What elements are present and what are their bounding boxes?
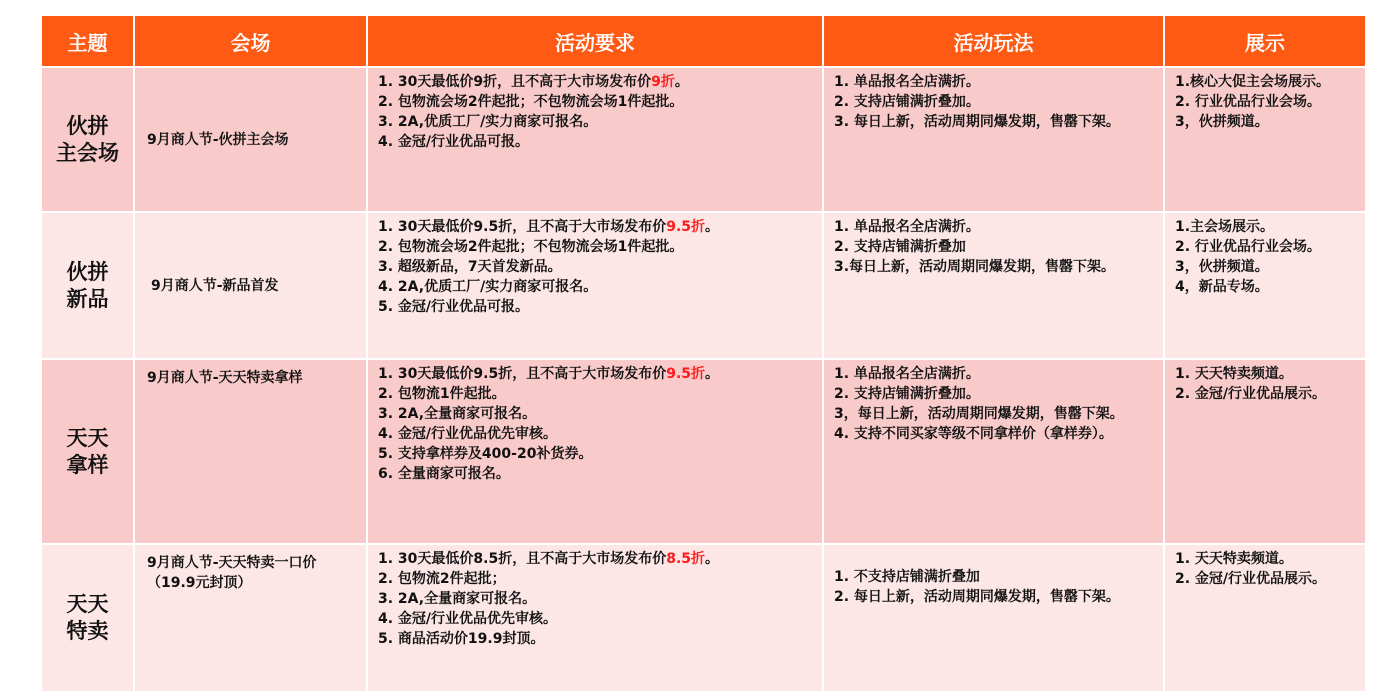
gameplay-item: 2. 支持店铺满折叠加 (834, 239, 966, 255)
topic-line: 拿样 (66, 452, 109, 477)
venue-cell: 9月商人节-天天特卖一口价（19.9元封顶） (134, 544, 367, 692)
display-item: 1.主会场展示。 (1175, 219, 1275, 235)
requirement-item: 1. 30天最低价9.5折，且不高于大市场发布价9.5折。 (378, 219, 720, 235)
requirement-item: 5. 金冠/行业优品可报。 (378, 299, 530, 315)
requirements-cell (367, 212, 823, 359)
requirements-cell (367, 67, 823, 212)
requirement-item: 3. 超级新品，7天首发新品。 (378, 259, 562, 275)
gameplay-item: 1. 单品报名全店满折。 (834, 74, 980, 90)
table-row (41, 544, 1366, 692)
requirement-item: 3. 2A,全量商家可报名。 (378, 406, 537, 422)
display-item: 2. 金冠/行业优品展示。 (1175, 571, 1327, 587)
header-venue: 会场 (134, 15, 367, 67)
requirement-item: 1. 30天最低价9.5折，且不高于大市场发布价9.5折。 (378, 366, 720, 382)
activity-table (40, 14, 1367, 693)
topic-line: 伙拼 (66, 113, 109, 138)
gameplay-item: 2. 每日上新，活动周期同爆发期，售罄下架。 (834, 589, 1120, 605)
display-cell (1164, 67, 1366, 212)
display-item: 1. 天天特卖频道。 (1175, 551, 1293, 567)
topic-cell (41, 359, 134, 544)
display-item: 2. 金冠/行业优品展示。 (1175, 386, 1327, 402)
display-item: 1. 天天特卖频道。 (1175, 366, 1293, 382)
requirement-item: 3. 2A,全量商家可报名。 (378, 591, 537, 607)
display-item: 4，新品专场。 (1175, 279, 1269, 295)
display-cell (1164, 212, 1366, 359)
gameplay-cell (823, 67, 1164, 212)
requirements-cell (367, 359, 823, 544)
topic-cell (41, 212, 134, 359)
topic-cell (41, 544, 134, 692)
table-row (41, 212, 1366, 359)
gameplay-item: 3. 每日上新，活动周期同爆发期，售罄下架。 (834, 114, 1120, 130)
display-item: 3，伙拼频道。 (1175, 114, 1269, 130)
header-row (41, 15, 1366, 67)
gameplay-item: 3.每日上新，活动周期同爆发期，售罄下架。 (834, 259, 1116, 275)
requirement-item: 4. 金冠/行业优品优先审核。 (378, 426, 558, 442)
gameplay-item: 1. 单品报名全店满折。 (834, 219, 980, 235)
requirement-item: 4. 金冠/行业优品优先审核。 (378, 611, 558, 627)
gameplay-item: 4. 支持不同买家等级不同拿样价（拿样券）。 (834, 426, 1113, 442)
gameplay-item: 2. 支持店铺满折叠加。 (834, 386, 980, 402)
display-item: 3，伙拼频道。 (1175, 259, 1269, 275)
display-item: 1.核心大促主会场展示。 (1175, 74, 1331, 90)
highlight-discount: 9.5折 (666, 219, 706, 235)
topic-line: 特卖 (66, 619, 109, 643)
requirement-item: 4. 2A,优质工厂/实力商家可报名。 (378, 279, 598, 295)
gameplay-item: 1. 单品报名全店满折。 (834, 366, 980, 382)
venue-cell: 9月商人节-伙拼主会场 (134, 67, 367, 212)
header-display: 展示 (1164, 15, 1366, 67)
requirement-item: 5. 支持拿样券及400-20补货券。 (378, 446, 593, 462)
requirement-item: 5. 商品活动价19.9封顶。 (378, 631, 545, 647)
display-cell (1164, 544, 1366, 692)
topic-line: 新品 (66, 286, 109, 311)
requirement-item: 2. 包物流1件起批。 (378, 386, 506, 402)
topic-line: 主会场 (56, 140, 119, 165)
requirement-item: 6. 全量商家可报名。 (378, 466, 510, 482)
gameplay-item: 3，每日上新，活动周期同爆发期，售罄下架。 (834, 406, 1124, 422)
requirement-item: 2. 包物流会场2件起批；不包物流会场1件起批。 (378, 239, 684, 255)
gameplay-cell (823, 544, 1164, 692)
topic-cell (41, 67, 134, 212)
venue-cell: 9月商人节-天天特卖拿样 (134, 359, 367, 544)
activity-table-container (40, 14, 1365, 693)
topic-line: 伙拼 (66, 259, 109, 284)
gameplay-cell (823, 359, 1164, 544)
gameplay-item: 2. 支持店铺满折叠加。 (834, 94, 980, 110)
topic-line: 天天 (66, 425, 109, 450)
table-row (41, 359, 1366, 544)
highlight-discount: 9折 (651, 74, 675, 90)
requirement-item: 3. 2A,优质工厂/实力商家可报名。 (378, 114, 598, 130)
table-row (41, 67, 1366, 212)
header-gameplay: 活动玩法 (823, 15, 1164, 67)
gameplay-item: 1. 不支持店铺满折叠加 (834, 569, 980, 585)
requirement-item: 2. 包物流2件起批； (378, 571, 506, 587)
display-item: 2. 行业优品行业会场。 (1175, 94, 1321, 110)
header-requirements: 活动要求 (367, 15, 823, 67)
requirement-item: 1. 30天最低价9折，且不高于大市场发布价9折。 (378, 74, 689, 90)
requirement-item: 1. 30天最低价8.5折，且不高于大市场发布价8.5折。 (378, 551, 720, 567)
requirement-item: 2. 包物流会场2件起批；不包物流会场1件起批。 (378, 94, 684, 110)
gameplay-cell (823, 212, 1164, 359)
header-topic: 主题 (41, 15, 134, 67)
display-item: 2. 行业优品行业会场。 (1175, 239, 1321, 255)
display-cell (1164, 359, 1366, 544)
requirement-item: 4. 金冠/行业优品可报。 (378, 134, 530, 150)
requirements-cell (367, 544, 823, 692)
venue-cell: 9月商人节-新品首发 (134, 212, 367, 359)
highlight-discount: 8.5折 (666, 551, 706, 567)
topic-line: 天天 (66, 592, 109, 616)
highlight-discount: 9.5折 (666, 366, 706, 382)
